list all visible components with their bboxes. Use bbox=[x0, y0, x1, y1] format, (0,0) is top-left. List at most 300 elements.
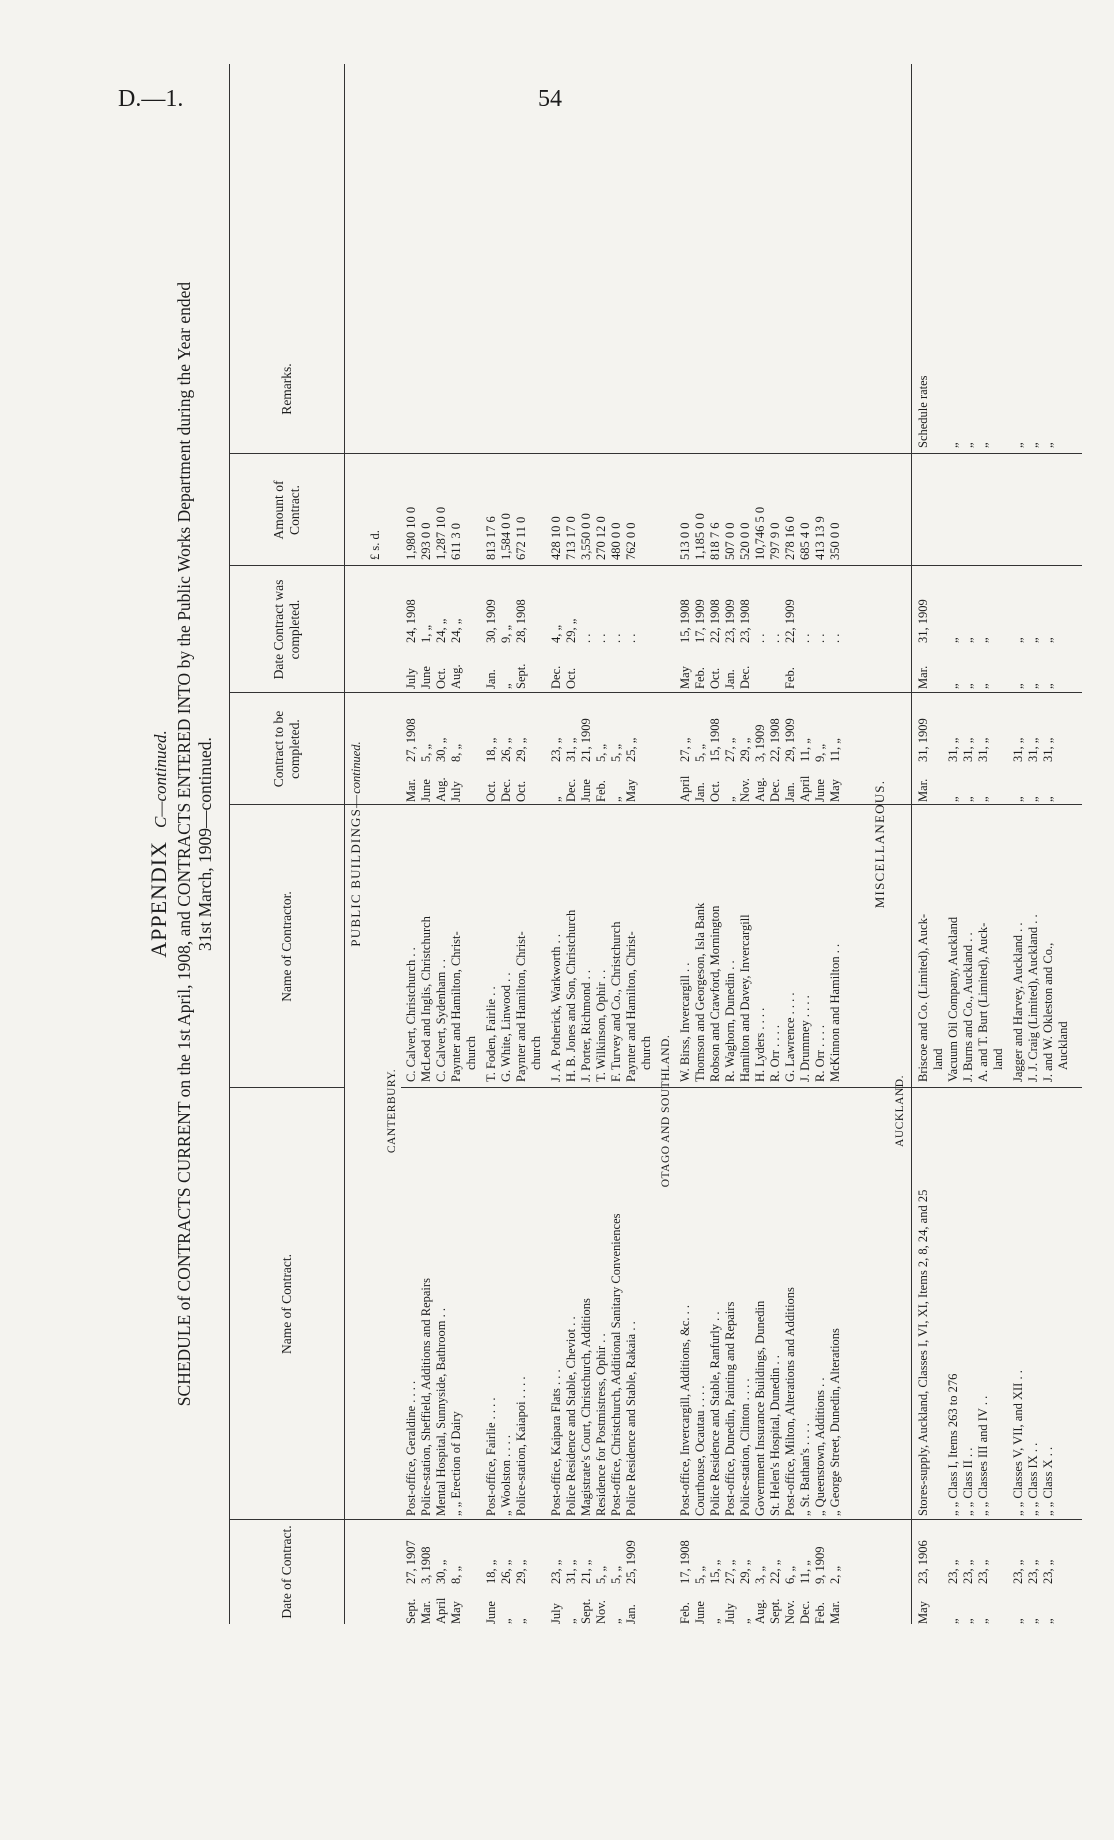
cell-completed-month: Dec. bbox=[549, 665, 563, 689]
cell-completed-date: 23, 1908 bbox=[738, 599, 752, 643]
cell-contractor: Briscoe and Co. (Limited), Auck- bbox=[916, 913, 930, 1082]
cell-completed-date: „ bbox=[961, 637, 975, 643]
table-row bbox=[624, 64, 639, 1624]
table-row bbox=[564, 64, 579, 1624]
cell-complete-date: 31, „ bbox=[564, 737, 578, 762]
table-row bbox=[783, 64, 798, 1624]
cell-complete-month: „ bbox=[946, 796, 960, 802]
table-row bbox=[723, 64, 738, 1624]
section-public-buildings-continued: continued. bbox=[349, 741, 363, 794]
cell-contractor: R. Waghorn, Dunedin . . bbox=[723, 960, 737, 1082]
cell-amount: 413 13 9 bbox=[813, 516, 827, 560]
cell-complete-date: 26, „ bbox=[499, 737, 513, 762]
cell-remarks: „ bbox=[976, 442, 990, 448]
cell-complete-month: Nov. bbox=[738, 778, 752, 802]
cell-amount: 3,550 0 0 bbox=[579, 513, 593, 560]
cell-contract-name: Mental Hospital, Sunnyside, Bathroom . . bbox=[434, 1308, 448, 1516]
cell-complete-date: 27, „ bbox=[723, 737, 737, 762]
table-row bbox=[768, 64, 783, 1624]
cell-amount: 813 17 6 bbox=[484, 516, 498, 560]
table-row bbox=[499, 64, 514, 1624]
cell-completed-month: „ bbox=[946, 683, 960, 689]
schedule-title-line2: 31st March, 1909—continued. bbox=[195, 737, 215, 951]
cell-remarks: „ bbox=[1011, 442, 1025, 448]
table-row bbox=[813, 64, 828, 1624]
schedule-title bbox=[174, 64, 216, 1624]
header-date-completed: Date Contract was completed. bbox=[271, 579, 302, 680]
subsection-canterbury: CANTERBURY. bbox=[386, 1068, 398, 1154]
cell-complete-date: 31, 1909 bbox=[916, 718, 930, 762]
cell-complete-date: 25, „ bbox=[624, 737, 638, 762]
cell-amount: 480 0 0 bbox=[609, 522, 623, 560]
cell-contractor: C. Calvert, Christchurch . . bbox=[404, 947, 418, 1082]
cell-complete-month: Mar. bbox=[404, 778, 418, 802]
cell-date: 26, „ bbox=[499, 1559, 513, 1584]
cell-complete-month: April bbox=[678, 775, 692, 802]
table-row bbox=[976, 64, 991, 1624]
cell-date: 18, „ bbox=[484, 1559, 498, 1584]
cell-complete-month: June bbox=[813, 779, 827, 802]
cell-contractor: J. J. Craig (Limited), Auckland . . bbox=[1026, 914, 1040, 1082]
cell-completed-date: 15, 1908 bbox=[678, 599, 692, 643]
table-top-rule bbox=[229, 64, 230, 1624]
cell-month: „ bbox=[499, 1618, 513, 1624]
cell-date: 23, „ bbox=[1011, 1559, 1025, 1584]
cell-date: 6, „ bbox=[783, 1565, 797, 1584]
cell-date: 23, „ bbox=[946, 1559, 960, 1584]
cell-completed-date: „ bbox=[976, 637, 990, 643]
cell-complete-month: „ bbox=[609, 796, 623, 802]
cell-complete-month: Aug. bbox=[434, 777, 448, 802]
cell-date: 3, 1908 bbox=[419, 1546, 433, 1584]
cell-month: „ bbox=[609, 1618, 623, 1624]
rotated-schedule-page bbox=[86, 64, 1096, 1624]
cell-completed-date: 9, „ bbox=[499, 624, 513, 643]
cell-completed-date: 28, 1908 bbox=[514, 599, 528, 643]
cell-month: Sept. bbox=[579, 1598, 593, 1624]
cell-amount: 713 17 0 bbox=[564, 516, 578, 560]
cell-completed-month: Oct. bbox=[564, 667, 578, 689]
cell-contractor: F. Turvey and Co., Christchurch bbox=[609, 921, 623, 1082]
cell-contract-name: Post-office, Fairlie . . . . bbox=[484, 1397, 498, 1516]
lsd-header-row bbox=[368, 64, 383, 1624]
cell-date: 23, „ bbox=[549, 1559, 563, 1584]
cell-complete-month: Oct. bbox=[484, 780, 498, 802]
cell-contractor: H. B. Jones and Son, Christchurch bbox=[564, 909, 578, 1082]
cell-month: „ bbox=[708, 1618, 722, 1624]
cell-month: Sept. bbox=[768, 1598, 782, 1624]
section-public-buildings bbox=[348, 64, 364, 1624]
cell-amount: 1,584 0 0 bbox=[499, 513, 513, 560]
cell-completed-month: Aug. bbox=[449, 664, 463, 689]
cell-contractor: R. Orr . . . . bbox=[768, 1025, 782, 1082]
cell-complete-date: 27, „ bbox=[678, 737, 692, 762]
cell-completed-month: Jan. bbox=[723, 669, 737, 689]
table-row-continuation bbox=[464, 64, 479, 1624]
cell-date: 17, 1908 bbox=[678, 1540, 692, 1584]
cell-complete-month: April bbox=[798, 775, 812, 802]
cell-month: June bbox=[693, 1601, 707, 1624]
cell-contractor: G. White, Linwood . . bbox=[499, 972, 513, 1082]
cell-contractor-cont: land bbox=[991, 1048, 1005, 1070]
cell-complete-date: 31, „ bbox=[961, 737, 975, 762]
cell-completed-month: July bbox=[404, 668, 418, 689]
cell-amount: 685 4 0 bbox=[798, 522, 812, 560]
cell-complete-month: June bbox=[579, 779, 593, 802]
cell-completed-month: „ bbox=[961, 683, 975, 689]
cell-complete-date: 5, „ bbox=[693, 743, 707, 762]
header-bottom-rule bbox=[344, 64, 345, 1624]
cell-amount: 10,746 5 0 bbox=[753, 506, 767, 560]
cell-month: „ bbox=[1011, 1618, 1025, 1624]
cell-completed-month: June bbox=[419, 666, 433, 689]
cell-complete-date: 9, „ bbox=[813, 743, 827, 762]
appendix-title bbox=[146, 64, 172, 1624]
table-row bbox=[961, 64, 976, 1624]
cell-amount: 278 16 0 bbox=[783, 516, 797, 560]
cell-date: 27, 1907 bbox=[404, 1540, 418, 1584]
cell-amount: 428 10 0 bbox=[549, 516, 563, 560]
cell-contractor: T. Wilkinson, Ophir . . bbox=[594, 969, 608, 1082]
cell-date: 5, „ bbox=[609, 1565, 623, 1584]
cell-completed-date: 24, „ bbox=[434, 618, 448, 643]
cell-complete-date: 8, „ bbox=[449, 743, 463, 762]
cell-date: 9, 1909 bbox=[813, 1546, 827, 1584]
cell-completed-date: . . bbox=[609, 633, 623, 643]
cell-contractor: W. Birss, Invercargill . . bbox=[678, 962, 692, 1082]
cell-contract-name: Police-station, Sheffield, Additions and Repairs bbox=[419, 1278, 433, 1516]
cell-completed-month: Mar. bbox=[916, 665, 930, 689]
cell-completed-date: 1, „ bbox=[419, 624, 433, 643]
cell-completed-date: „ bbox=[1026, 637, 1040, 643]
cell-amount: 1,185 0 0 bbox=[693, 513, 707, 560]
cell-complete-month: Oct. bbox=[708, 780, 722, 802]
header-to-be-completed: Contract to be completed. bbox=[271, 710, 302, 788]
cell-month: Jan. bbox=[624, 1604, 638, 1624]
cell-contractor: Hamilton and Davey, Invercargill bbox=[738, 914, 752, 1082]
cell-remarks: „ bbox=[1026, 442, 1040, 448]
cell-contractor: H. Lyders . . . . bbox=[753, 1007, 767, 1082]
table-row bbox=[404, 64, 419, 1624]
cell-contractor: Vacuum Oil Company, Auckland bbox=[946, 916, 960, 1082]
cell-complete-month: June bbox=[419, 779, 433, 802]
cell-amount: 762 0 0 bbox=[624, 522, 638, 560]
table-row-continuation bbox=[991, 64, 1006, 1624]
cell-complete-date: 11, „ bbox=[798, 738, 812, 762]
cell-amount: 270 12 0 bbox=[594, 516, 608, 560]
cell-completed-date: 31, 1909 bbox=[916, 599, 930, 643]
cell-contractor: Robson and Crawford, Mornington bbox=[708, 905, 722, 1082]
cell-date: 5, „ bbox=[693, 1565, 707, 1584]
page-number: 54 bbox=[538, 86, 562, 112]
cell-completed-date: 4, „ bbox=[549, 624, 563, 643]
cell-contract-name: Post-office, Christchurch, Additional Sanitary Conveniences bbox=[609, 1213, 623, 1516]
cell-completed-date: . . bbox=[828, 633, 842, 643]
table-row bbox=[1011, 64, 1026, 1624]
table-row bbox=[434, 64, 449, 1624]
cell-completed-date: . . bbox=[813, 633, 827, 643]
table-row bbox=[693, 64, 708, 1624]
cell-amount: 507 0 0 bbox=[723, 522, 737, 560]
cell-complete-month: May bbox=[828, 779, 842, 802]
table-row bbox=[946, 64, 961, 1624]
cell-date: 29, „ bbox=[738, 1559, 752, 1584]
cell-amount: 1,287 10 0 bbox=[434, 506, 448, 560]
cell-completed-month: Jan. bbox=[484, 669, 498, 689]
cell-amount: 818 7 6 bbox=[708, 522, 722, 560]
cell-month: Feb. bbox=[678, 1602, 692, 1624]
subsection-otago-southland: OTAGO AND SOUTHLAND. bbox=[660, 1034, 672, 1188]
cell-complete-month: Feb. bbox=[594, 780, 608, 802]
table-row bbox=[419, 64, 434, 1624]
cell-completed-date: 24, „ bbox=[449, 618, 463, 643]
cell-contractor-cont: church bbox=[529, 1035, 543, 1070]
header-name-of-contractor: Name of Contractor. bbox=[279, 891, 294, 1002]
table-row bbox=[916, 64, 931, 1624]
table-row-continuation bbox=[1056, 64, 1071, 1624]
table-row bbox=[609, 64, 624, 1624]
table-row-continuation bbox=[931, 64, 946, 1624]
cell-contract-name: Residence for Postmistress, Ophir . . bbox=[594, 1333, 608, 1516]
cell-completed-date: 30, 1909 bbox=[484, 599, 498, 643]
page-header-code: D.—1. bbox=[118, 86, 184, 112]
cell-completed-date: 22, 1908 bbox=[708, 599, 722, 643]
cell-completed-month: „ bbox=[499, 683, 513, 689]
cell-contract-name: „ „ Classes III and IV . . bbox=[976, 1395, 990, 1516]
cell-month: May bbox=[449, 1601, 463, 1624]
table-row bbox=[708, 64, 723, 1624]
cell-contractor: Jagger and Harvey, Auckland . . bbox=[1011, 922, 1025, 1082]
cell-completed-date: 29, „ bbox=[564, 618, 578, 643]
cell-complete-date: 30, „ bbox=[434, 737, 448, 762]
cell-date: 31, „ bbox=[564, 1559, 578, 1584]
cell-date: 23, „ bbox=[1026, 1559, 1040, 1584]
cell-complete-month: „ bbox=[723, 796, 737, 802]
cell-amount: 1,980 10 0 bbox=[404, 506, 418, 560]
table-row bbox=[828, 64, 843, 1624]
cell-amount: 293 0 0 bbox=[419, 522, 433, 560]
cell-contract-name: Post-office, Kaipara Flats . . . bbox=[549, 1369, 563, 1516]
cell-complete-date: 15, 1908 bbox=[708, 718, 722, 762]
cell-contractor: R. Orr . . . . bbox=[813, 1025, 827, 1082]
cell-month: June bbox=[484, 1601, 498, 1624]
cell-contract-name: Post-office, Invercargill, Additions, &c. . . bbox=[678, 1305, 692, 1516]
cell-contractor-cont: church bbox=[464, 1035, 478, 1070]
cell-month: Feb. bbox=[813, 1602, 827, 1624]
section-public-buildings-label: PUBLIC BUILDINGS— bbox=[348, 793, 363, 947]
cell-complete-date: 5, „ bbox=[419, 743, 433, 762]
cell-complete-month: Dec. bbox=[768, 778, 782, 802]
cell-contract-name: „ „ Class I, Items 263 to 276 bbox=[946, 1373, 960, 1516]
subsection-auckland: AUCKLAND. bbox=[894, 1075, 906, 1147]
cell-completed-month: Feb. bbox=[783, 667, 797, 689]
cell-completed-date: 22, 1909 bbox=[783, 599, 797, 643]
cell-contract-name: „ „ Class II . . bbox=[961, 1447, 975, 1516]
table-row bbox=[449, 64, 464, 1624]
cell-remarks: Schedule rates bbox=[916, 375, 930, 448]
cell-month: „ bbox=[946, 1618, 960, 1624]
cell-month: „ bbox=[1041, 1618, 1055, 1624]
cell-completed-month: Sept. bbox=[514, 663, 528, 689]
cell-complete-date: 11, „ bbox=[828, 738, 842, 762]
cell-completed-date: . . bbox=[624, 633, 638, 643]
table-row-continuation bbox=[639, 64, 654, 1624]
lsd-label: £ s. d. bbox=[368, 530, 382, 560]
table-row-continuation bbox=[529, 64, 544, 1624]
cell-complete-month: Aug. bbox=[753, 777, 767, 802]
cell-contractor: Paynter and Hamilton, Christ- bbox=[624, 931, 638, 1082]
cell-completed-month: Dec. bbox=[738, 665, 752, 689]
cell-complete-date: 31, „ bbox=[976, 737, 990, 762]
cell-month: „ bbox=[961, 1618, 975, 1624]
cell-complete-date: 27, 1908 bbox=[404, 718, 418, 762]
cell-contractor: J. Drummey . . . . bbox=[798, 995, 812, 1082]
cell-contract-name: „ Woolston . . . . bbox=[499, 1434, 513, 1516]
cell-date: 23, „ bbox=[961, 1559, 975, 1584]
cell-month: Nov. bbox=[783, 1600, 797, 1624]
cell-completed-date: . . bbox=[753, 633, 767, 643]
cell-contractor: Paynter and Hamilton, Christ- bbox=[514, 931, 528, 1082]
cell-complete-month: „ bbox=[1041, 796, 1055, 802]
table-row bbox=[1026, 64, 1041, 1624]
cell-month: „ bbox=[738, 1618, 752, 1624]
cell-amount: 350 0 0 bbox=[828, 522, 842, 560]
table-row bbox=[678, 64, 693, 1624]
cell-completed-month: „ bbox=[1011, 683, 1025, 689]
cell-date: 30, „ bbox=[434, 1559, 448, 1584]
cell-completed-date: „ bbox=[1041, 637, 1055, 643]
cell-contract-name: Police Residence and Stable, Cheviot . . bbox=[564, 1316, 578, 1516]
cell-month: „ bbox=[514, 1618, 528, 1624]
cell-complete-date: 22, 1908 bbox=[768, 718, 782, 762]
table-row bbox=[579, 64, 594, 1624]
cell-complete-month: „ bbox=[549, 796, 563, 802]
appendix-word: APPENDIX bbox=[146, 840, 171, 958]
cell-completed-date: „ bbox=[1011, 637, 1025, 643]
cell-contract-name: Post-office, Geraldine . . . . bbox=[404, 1380, 418, 1516]
cell-contract-name: Courthouse, Ocautau . . . . bbox=[693, 1385, 707, 1516]
cell-completed-month: Oct. bbox=[434, 667, 448, 689]
cell-complete-month: Jan. bbox=[783, 782, 797, 802]
cell-date: 21, „ bbox=[579, 1559, 593, 1584]
cell-contract-name: Police Residence and Stable, Ranfurly . . bbox=[708, 1311, 722, 1516]
cell-month: Mar. bbox=[828, 1600, 842, 1624]
table-row bbox=[738, 64, 753, 1624]
cell-date: 15, „ bbox=[708, 1559, 722, 1584]
cell-contract-name: Post-office, Dunedin, Painting and Repairs bbox=[723, 1301, 737, 1516]
cell-complete-month: „ bbox=[1026, 796, 1040, 802]
cell-contractor: C. Calvert, Sydenham . . bbox=[434, 959, 448, 1082]
cell-date: 25, 1909 bbox=[624, 1540, 638, 1584]
cell-month: May bbox=[916, 1601, 930, 1624]
cell-contractor: J. and W. Okleston and Co., bbox=[1041, 942, 1055, 1082]
cell-contract-name: Government Insurance Buildings, Dunedin bbox=[753, 1300, 767, 1516]
cell-date: 29, „ bbox=[514, 1559, 528, 1584]
cell-date: 11, „ bbox=[798, 1560, 812, 1584]
table-row bbox=[549, 64, 564, 1624]
cell-contract-name: „ „ Classes V, VII, and XII . . bbox=[1011, 1370, 1025, 1516]
cell-contractor-cont: church bbox=[639, 1035, 653, 1070]
cell-completed-month: Oct. bbox=[708, 667, 722, 689]
cell-contractor: J. A. Potherick, Warkworth . . bbox=[549, 933, 563, 1082]
cell-completed-date: . . bbox=[768, 633, 782, 643]
cell-amount: 513 0 0 bbox=[678, 522, 692, 560]
cell-remarks: „ bbox=[961, 442, 975, 448]
cell-contract-name: „ St. Bathan's . . . . bbox=[798, 1423, 812, 1516]
cell-contract-name: „ George Street, Dunedin, Alterations bbox=[828, 1328, 842, 1516]
cell-amount: 520 0 0 bbox=[738, 522, 752, 560]
cell-contract-name: Police Residence and Stable, Rakaia . . bbox=[624, 1321, 638, 1516]
cell-contract-name: Magistrate's Court, Christchurch, Additions bbox=[579, 1298, 593, 1516]
cell-complete-date: 29, 1909 bbox=[783, 718, 797, 762]
cell-complete-month: Jan. bbox=[693, 782, 707, 802]
cell-contractor: G. Lawrence . . . . bbox=[783, 992, 797, 1082]
cell-complete-month: „ bbox=[961, 796, 975, 802]
cell-complete-month: „ bbox=[976, 796, 990, 802]
cell-date: 2, „ bbox=[828, 1565, 842, 1584]
cell-complete-month: „ bbox=[1011, 796, 1025, 802]
cell-completed-month: Feb. bbox=[693, 667, 707, 689]
cell-contractor-cont: Auckland bbox=[1056, 1021, 1070, 1070]
cell-month: July bbox=[723, 1603, 737, 1624]
cell-contractor: T. Foden, Fairlie . . bbox=[484, 986, 498, 1082]
cell-completed-date: . . bbox=[798, 633, 812, 643]
cell-contract-name: „ „ Class IX . . bbox=[1026, 1442, 1040, 1516]
cell-month: „ bbox=[1026, 1618, 1040, 1624]
cell-complete-date: 21, 1909 bbox=[579, 718, 593, 762]
cell-month: Aug. bbox=[753, 1599, 767, 1624]
cell-completed-date: „ bbox=[946, 637, 960, 643]
cell-month: Sept. bbox=[404, 1598, 418, 1624]
cell-complete-month: July bbox=[449, 781, 463, 802]
cell-month: April bbox=[434, 1597, 448, 1624]
cell-remarks: „ bbox=[1041, 442, 1055, 448]
cell-date: 8, „ bbox=[449, 1565, 463, 1584]
table-row bbox=[594, 64, 609, 1624]
cell-contract-name: Police-station, Kaiapoi . . . . bbox=[514, 1376, 528, 1516]
cell-month: Nov. bbox=[594, 1600, 608, 1624]
cell-contract-name: Police-station, Clinton . . . . bbox=[738, 1378, 752, 1516]
cell-completed-date: . . bbox=[579, 633, 593, 643]
cell-completed-month: „ bbox=[1026, 683, 1040, 689]
cell-complete-date: 29, „ bbox=[514, 737, 528, 762]
cell-month: July bbox=[549, 1603, 563, 1624]
cell-complete-month: Dec. bbox=[564, 778, 578, 802]
cell-complete-date: 31, „ bbox=[1041, 737, 1055, 762]
cell-complete-date: 31, „ bbox=[946, 737, 960, 762]
cell-completed-date: . . bbox=[594, 633, 608, 643]
cell-completed-date: 23, 1909 bbox=[723, 599, 737, 643]
cell-date: 27, „ bbox=[723, 1559, 737, 1584]
cell-contract-name: „ „ Class X . . bbox=[1041, 1446, 1055, 1516]
cell-complete-month: Oct. bbox=[514, 780, 528, 802]
cell-completed-month: May bbox=[678, 666, 692, 689]
cell-month: „ bbox=[564, 1618, 578, 1624]
cell-complete-date: 5, „ bbox=[594, 743, 608, 762]
cell-complete-month: Mar. bbox=[916, 778, 930, 802]
cell-date: 5, „ bbox=[594, 1565, 608, 1584]
cell-completed-date: 24, 1908 bbox=[404, 599, 418, 643]
cell-date: 3, „ bbox=[753, 1565, 767, 1584]
cell-completed-month: „ bbox=[976, 683, 990, 689]
cell-complete-month: Dec. bbox=[499, 778, 513, 802]
cell-complete-date: 5, „ bbox=[609, 743, 623, 762]
cell-contractor-cont: land bbox=[931, 1048, 945, 1070]
table-row bbox=[514, 64, 529, 1624]
cell-complete-date: 29, „ bbox=[738, 737, 752, 762]
schedule-title-line1: SCHEDULE of CONTRACTS CURRENT on the 1st April, 1908, and CONTRACTS ENTERED INTO by the Public Works Department during the Year ended bbox=[174, 281, 194, 1407]
cell-amount: 611 3 0 bbox=[449, 522, 463, 560]
